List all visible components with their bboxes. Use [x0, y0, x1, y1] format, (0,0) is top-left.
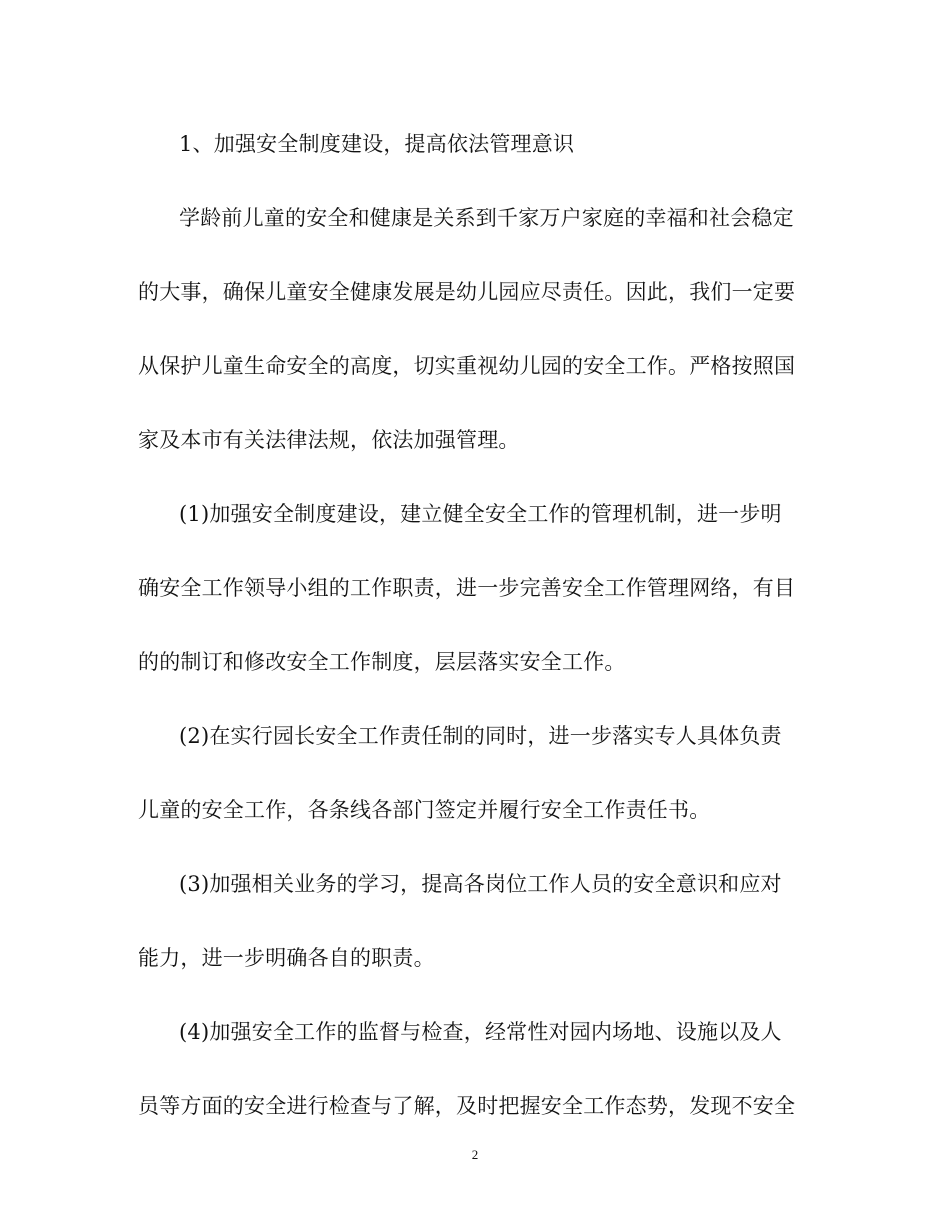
paragraph-line: 能力，进一步明确各自的职责。 [138, 946, 435, 970]
paragraph-line: 家及本市有关法律法规，依法加强管理。 [138, 428, 520, 452]
paragraph-line: 确安全工作领导小组的工作职责，进一步完善安全工作管理网络，有目 [138, 576, 796, 600]
section-heading: 1、加强安全制度建设，提高依法管理意识 [179, 132, 575, 156]
paragraph-line: (4)加强安全工作的监督与检查，经常性对园内场地、设施以及人 [179, 1020, 782, 1044]
page-number: 2 [471, 1147, 479, 1162]
paragraph-line: 学龄前儿童的安全和健康是关系到千家万户家庭的幸福和社会稳定 [179, 206, 794, 230]
paragraph-line: (1)加强安全制度建设，建立健全安全工作的管理机制，进一步明 [179, 502, 782, 526]
paragraph-line: 的的制订和修改安全工作制度，层层落实安全工作。 [138, 650, 626, 674]
paragraph-line: (3)加强相关业务的学习，提高各岗位工作人员的安全意识和应对 [179, 872, 782, 896]
paragraph-line: (2)在实行园长安全工作责任制的同时，进一步落实专人具体负责 [179, 724, 782, 748]
paragraph-line: 从保护儿童生命安全的高度，切实重视幼儿园的安全工作。严格按照国 [138, 354, 796, 378]
paragraph-line: 的大事，确保儿童安全健康发展是幼儿园应尽责任。因此，我们一定要 [138, 280, 796, 304]
paragraph-line: 儿童的安全工作，各条线各部门签定并履行安全工作责任书。 [138, 798, 711, 822]
paragraph-line: 员等方面的安全进行检查与了解，及时把握安全工作态势，发现不安全 [138, 1094, 796, 1118]
